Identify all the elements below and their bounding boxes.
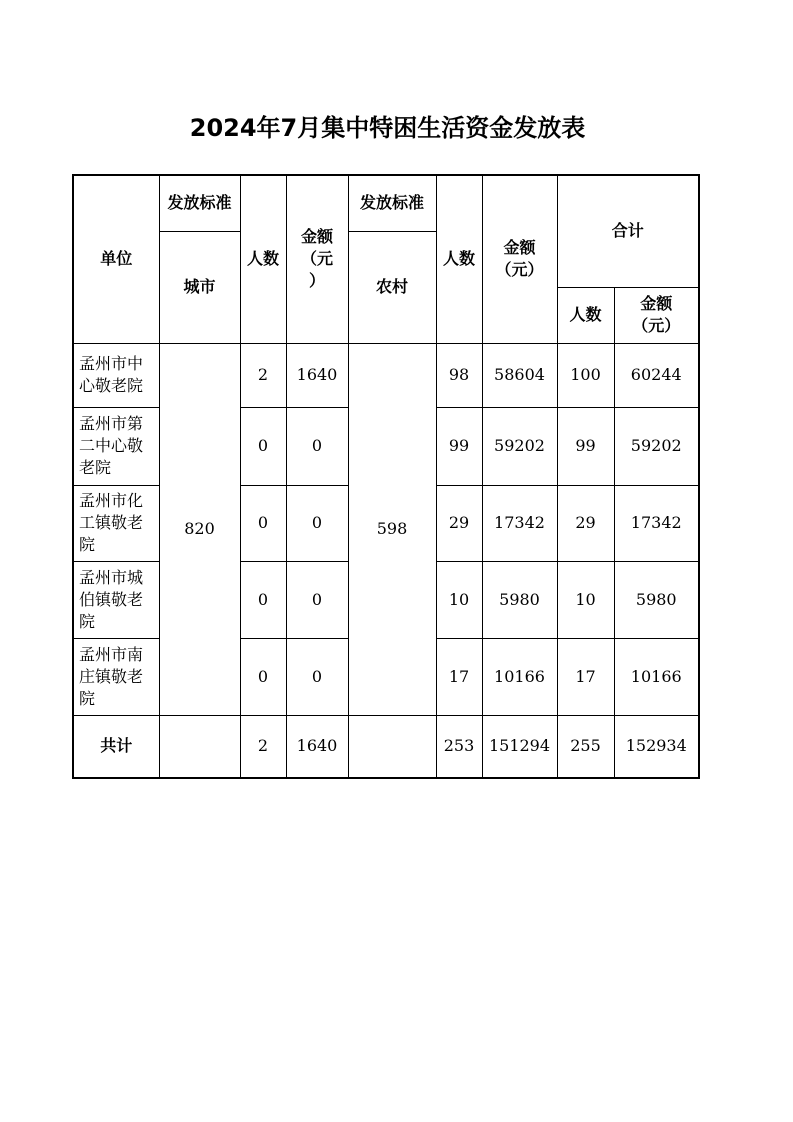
city-amount: 0	[286, 407, 348, 485]
header-city-people: 人数	[240, 175, 286, 343]
rural-people: 99	[436, 407, 482, 485]
total-amount: 10166	[614, 638, 699, 715]
header-city-amount-line1: 金额	[300, 227, 333, 247]
unit-name: 孟州市化工镇敬老院	[73, 485, 159, 561]
header-city-amount	[286, 175, 348, 343]
summary-city-standard	[159, 715, 240, 778]
header-rural: 农村	[348, 231, 436, 343]
city-amount: 1640	[286, 343, 348, 407]
city-people: 2	[240, 343, 286, 407]
summary-label: 共计	[73, 715, 159, 778]
header-total-people: 人数	[557, 287, 614, 343]
rural-amount: 17342	[482, 485, 557, 561]
total-people: 29	[557, 485, 614, 561]
total-amount: 60244	[614, 343, 699, 407]
total-amount: 5980	[614, 561, 699, 638]
header-rural-people: 人数	[436, 175, 482, 343]
page-title: 2024年7月集中特困生活资金发放表	[189, 114, 586, 142]
total-people: 10	[557, 561, 614, 638]
allowance-table	[72, 174, 700, 779]
rural-people: 10	[436, 561, 482, 638]
rural-amount: 58604	[482, 343, 557, 407]
total-people: 100	[557, 343, 614, 407]
unit-name: 孟州市南庄镇敬老院	[73, 638, 159, 715]
summary-row	[73, 715, 699, 778]
header-rural-amount-line2: （元）	[495, 260, 544, 280]
header-unit: 单位	[73, 175, 159, 343]
unit-name: 孟州市中心敬老院	[73, 343, 159, 407]
header-total-amount	[614, 287, 699, 343]
rural-people: 98	[436, 343, 482, 407]
header-rural-amount	[482, 175, 557, 343]
city-people: 0	[240, 485, 286, 561]
header-city-amount-line2: （元	[300, 249, 333, 269]
rural-people: 17	[436, 638, 482, 715]
rural-standard-value: 598	[348, 343, 436, 715]
header-city-standard: 发放标准	[159, 175, 240, 231]
total-people: 17	[557, 638, 614, 715]
summary-city-amount: 1640	[286, 715, 348, 778]
city-people: 0	[240, 561, 286, 638]
city-amount: 0	[286, 485, 348, 561]
rural-amount: 59202	[482, 407, 557, 485]
total-amount: 59202	[614, 407, 699, 485]
city-amount: 0	[286, 638, 348, 715]
summary-total-people: 255	[557, 715, 614, 778]
header-total-amount-line1: 金额	[640, 294, 673, 313]
city-people: 0	[240, 638, 286, 715]
header-total-amount-line2: （元）	[632, 316, 681, 335]
summary-rural-amount: 151294	[482, 715, 557, 778]
header-rural-amount-line1: 金额	[503, 238, 536, 258]
unit-name: 孟州市第二中心敬老院	[73, 407, 159, 485]
header-city: 城市	[159, 231, 240, 343]
summary-city-people: 2	[240, 715, 286, 778]
city-amount: 0	[286, 561, 348, 638]
city-standard-value: 820	[159, 343, 240, 715]
city-people: 0	[240, 407, 286, 485]
total-amount: 17342	[614, 485, 699, 561]
rural-people: 29	[436, 485, 482, 561]
total-people: 99	[557, 407, 614, 485]
unit-name: 孟州市城伯镇敬老院	[73, 561, 159, 638]
rural-amount: 5980	[482, 561, 557, 638]
table-row	[73, 343, 699, 407]
header-city-amount-line3: ）	[308, 271, 325, 291]
rural-amount: 10166	[482, 638, 557, 715]
header-rural-standard: 发放标准	[348, 175, 436, 231]
summary-rural-people: 253	[436, 715, 482, 778]
summary-total-amount: 152934	[614, 715, 699, 778]
summary-rural-standard	[348, 715, 436, 778]
header-total: 合计	[557, 175, 699, 287]
